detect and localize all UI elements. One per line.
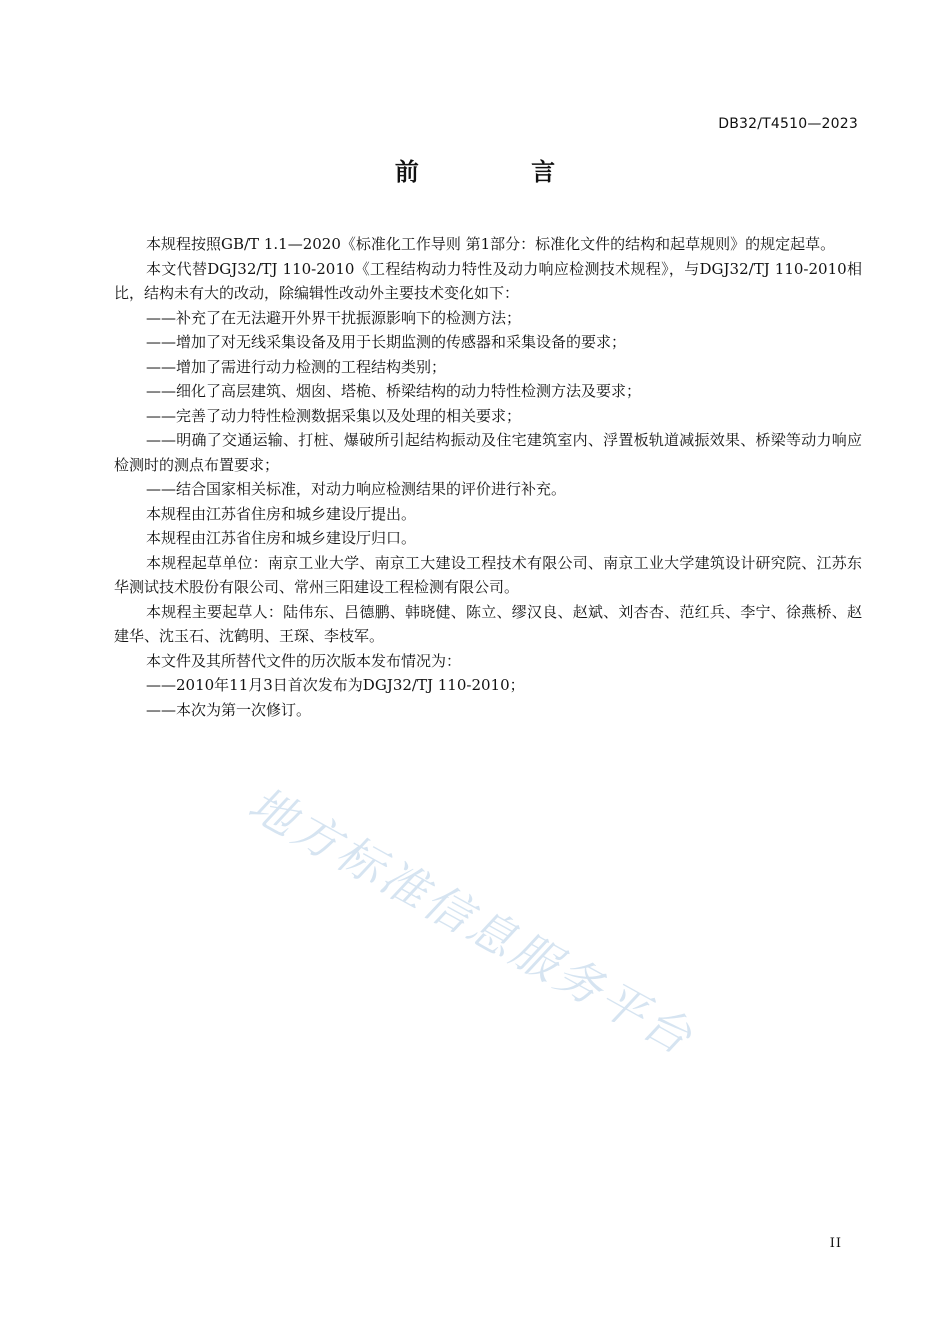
watermark: 地方标准信息服务平台 (239, 776, 704, 1067)
list-item: ——本次为第一次修订。 (146, 700, 312, 719)
paragraph: 本规程主要起草人：陆伟东、吕德鹏、韩晓健、陈立、缪汉良、赵斌、刘杏杏、范红兵、李宁、徐燕桥、赵建华、沈玉石、沈鹤明、王琛、李枝军。 (114, 602, 862, 645)
list-item: ——补充了在无法避开外界干扰振源影响下的检测方法； (146, 308, 522, 327)
foreword-body (114, 232, 862, 722)
list-item: ——结合国家相关标准，对动力响应检测结果的评价进行补充。 (146, 480, 567, 498)
page-number: II (829, 1236, 842, 1251)
paragraph: 本规程按照GB/T 1.1—2020《标准化工作导则 第1部分：标准化文件的结构和起草规则》的规定起草。 (146, 235, 836, 253)
page-title: 前 言 (394, 158, 608, 186)
list-item: ——明确了交通运输、打桩、爆破所引起结构振动及住宅建筑室内、浮置板轨道减振效果、桥梁等动力响应检测时的测点布置要求； (114, 431, 862, 474)
list-item: ——完善了动力特性检测数据采集以及处理的相关要求； (146, 406, 522, 425)
list-item: ——细化了高层建筑、烟囱、塔桅、桥梁结构的动力特性检测方法及要求； (146, 382, 642, 400)
paragraph: 本文件及其所替代文件的历次版本发布情况为： (146, 651, 462, 670)
paragraph: 本规程起草单位：南京工业大学、南京工大建设工程技术有限公司、南京工业大学建筑设计研究院、江苏东华测试技术股份有限公司、常州三阳建设工程检测有限公司。 (114, 553, 862, 596)
paragraph: 本规程由江苏省住房和城乡建设厅提出。 (146, 504, 417, 523)
list-item: ——2010年11月3日首次发布为DGJ32/TJ 110-2010； (146, 676, 525, 694)
paragraph: 本规程由江苏省住房和城乡建设厅归口。 (146, 529, 417, 547)
document-code: DB32/T4510—2023 (718, 116, 858, 132)
list-item: ——增加了需进行动力检测的工程结构类别； (146, 357, 447, 376)
paragraph: 本文代替DGJ32/TJ 110-2010《工程结构动力特性及动力响应检测技术规程》，与DGJ32/TJ 110-2010相比，结构未有大的改动，除编辑性改动外主要技术变化如下： (114, 259, 862, 302)
list-item: ——增加了对无线采集设备及用于长期监测的传感器和采集设备的要求； (146, 333, 627, 351)
